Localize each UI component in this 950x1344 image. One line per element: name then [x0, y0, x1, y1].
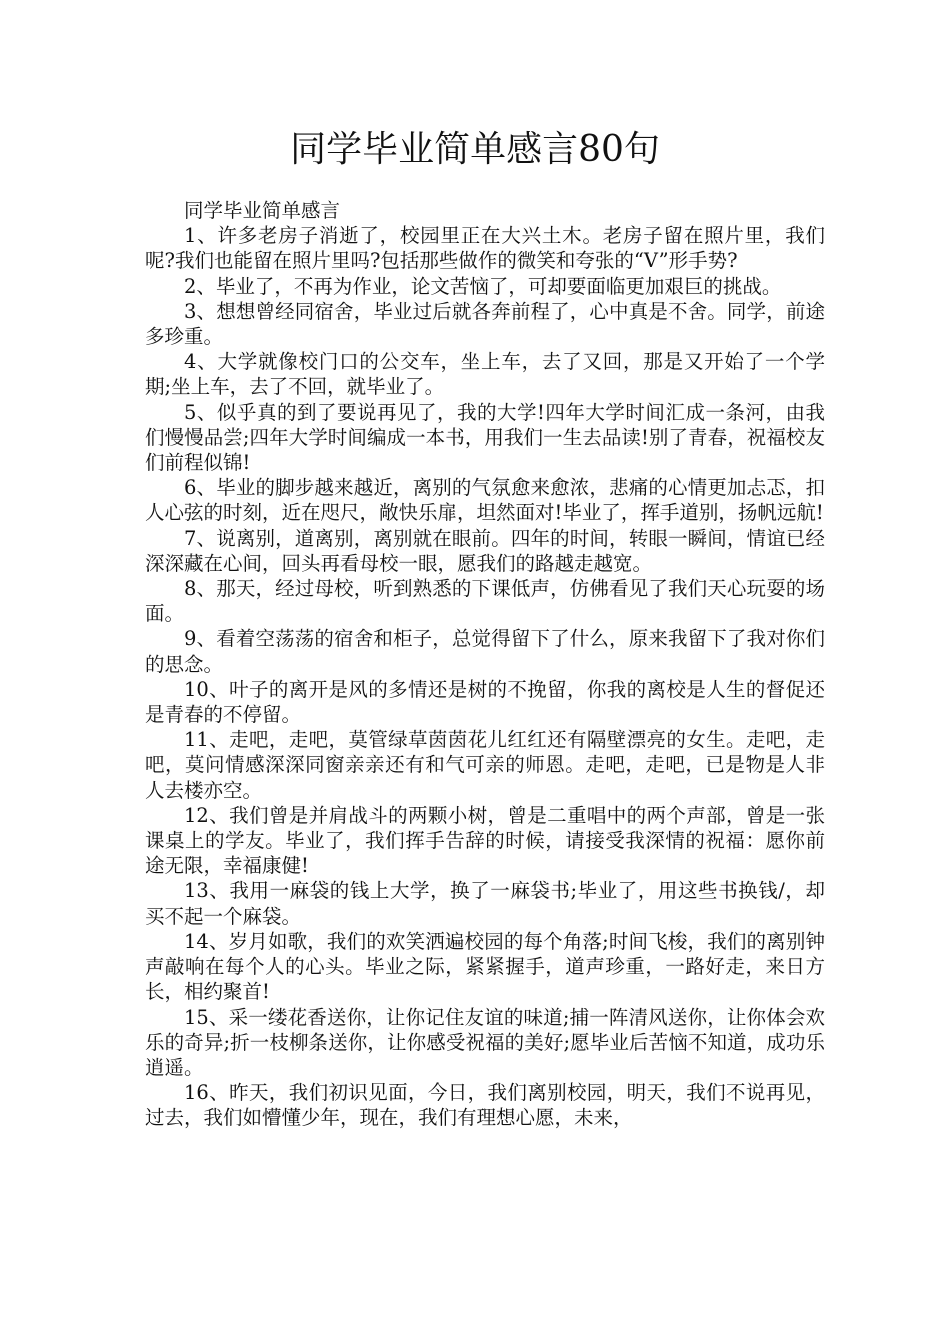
document-title: 同学毕业简单感言80句 [290, 129, 660, 170]
paragraph-10: 10、叶子的离开是风的多情还是树的不挽留，你我的离校是人生的督促还是青春的不停留。 [145, 677, 825, 727]
paragraph-9: 9、看着空荡荡的宿舍和柜子，总觉得留下了什么，原来我留下了我对你们的思念。 [145, 627, 825, 676]
paragraph-16: 16、昨天，我们初识见面，今日，我们离别校园，明天，我们不说再见，过去，我们如懵懂少年，现在，我们有理想心愿，未来， [145, 1081, 825, 1130]
paragraph-5: 5、似乎真的到了要说再见了，我的大学!四年大学时间汇成一条河，由我们慢慢品尝;四年大学时间编成一本书，用我们一生去品读!别了青春，祝福校友们前程似锦! [145, 400, 825, 475]
paragraph-11: 11、走吧，走吧，莫管绿草茵茵花儿红红还有隔壁漂亮的女生。走吧，走吧，莫问情感深深同窗亲亲还有和气可亲的师恩。走吧，走吧，已是物是人非人去楼亦空。 [145, 728, 825, 802]
paragraph-13: 13、我用一麻袋的钱上大学，换了一麻袋书;毕业了，用这些书换钱/，却买不起一个麻袋。 [145, 879, 825, 928]
paragraph-15: 15、采一缕花香送你，让你记住友谊的味道;捕一阵清风送你，让你体会欢乐的奇异;折一枝柳条送你，让你感受祝福的美好;愿毕业后苦恼不知道，成功乐逍遥。 [145, 1005, 825, 1079]
paragraph-8: 8、那天，经过母校，听到熟悉的下课低声，仿佛看见了我们天心玩耍的场面。 [145, 577, 825, 626]
paragraph-4: 4、大学就像校门口的公交车，坐上车，去了又回，那是又开始了一个学期;坐上车，去了不回，就毕业了。 [145, 350, 825, 399]
paragraph-14: 14、岁月如歌，我们的欢笑洒遍校园的每个角落;时间飞梭，我们的离别钟声敲响在每个人的心头。毕业之际，紧紧握手，道声珍重，一路好走，来日方长，相约聚首! [145, 929, 825, 1004]
document-body [145, 198, 825, 1131]
paragraph-7: 7、说离别，道离别，离别就在眼前。四年的时间，转眼一瞬间，情谊已经深深藏在心间，回头再看母校一眼，愿我们的路越走越宽。 [145, 526, 825, 575]
paragraph-6: 6、毕业的脚步越来越近，离别的气氛愈来愈浓，悲痛的心情更加忐忑，扣人心弦的时刻，近在咫尺，敞快乐扉，坦然面对!毕业了，挥手道别，扬帆远航! [145, 476, 825, 525]
paragraph-3: 3、想想曾经同宿舍，毕业过后就各奔前程了，心中真是不舍。同学，前途多珍重。 [145, 299, 825, 349]
paragraph-1: 1、许多老房子消逝了，校园里正在大兴土木。老房子留在照片里，我们呢?我们也能留在照片里吗?包括那些做作的微笑和夸张的“V”形手势? [145, 224, 825, 273]
paragraph-12: 12、我们曾是并肩战斗的两颗小树，曾是二重唱中的两个声部，曾是一张课桌上的学友。毕业了，我们挥手告辞的时候，请接受我深情的祝福：愿你前途无限，幸福康健! [145, 803, 825, 878]
document-subtitle: 同学毕业简单感言 [184, 199, 341, 222]
paragraph-2: 2、毕业了，不再为作业，论文苦恼了，可却要面临更加艰巨的挑战。 [184, 274, 782, 298]
